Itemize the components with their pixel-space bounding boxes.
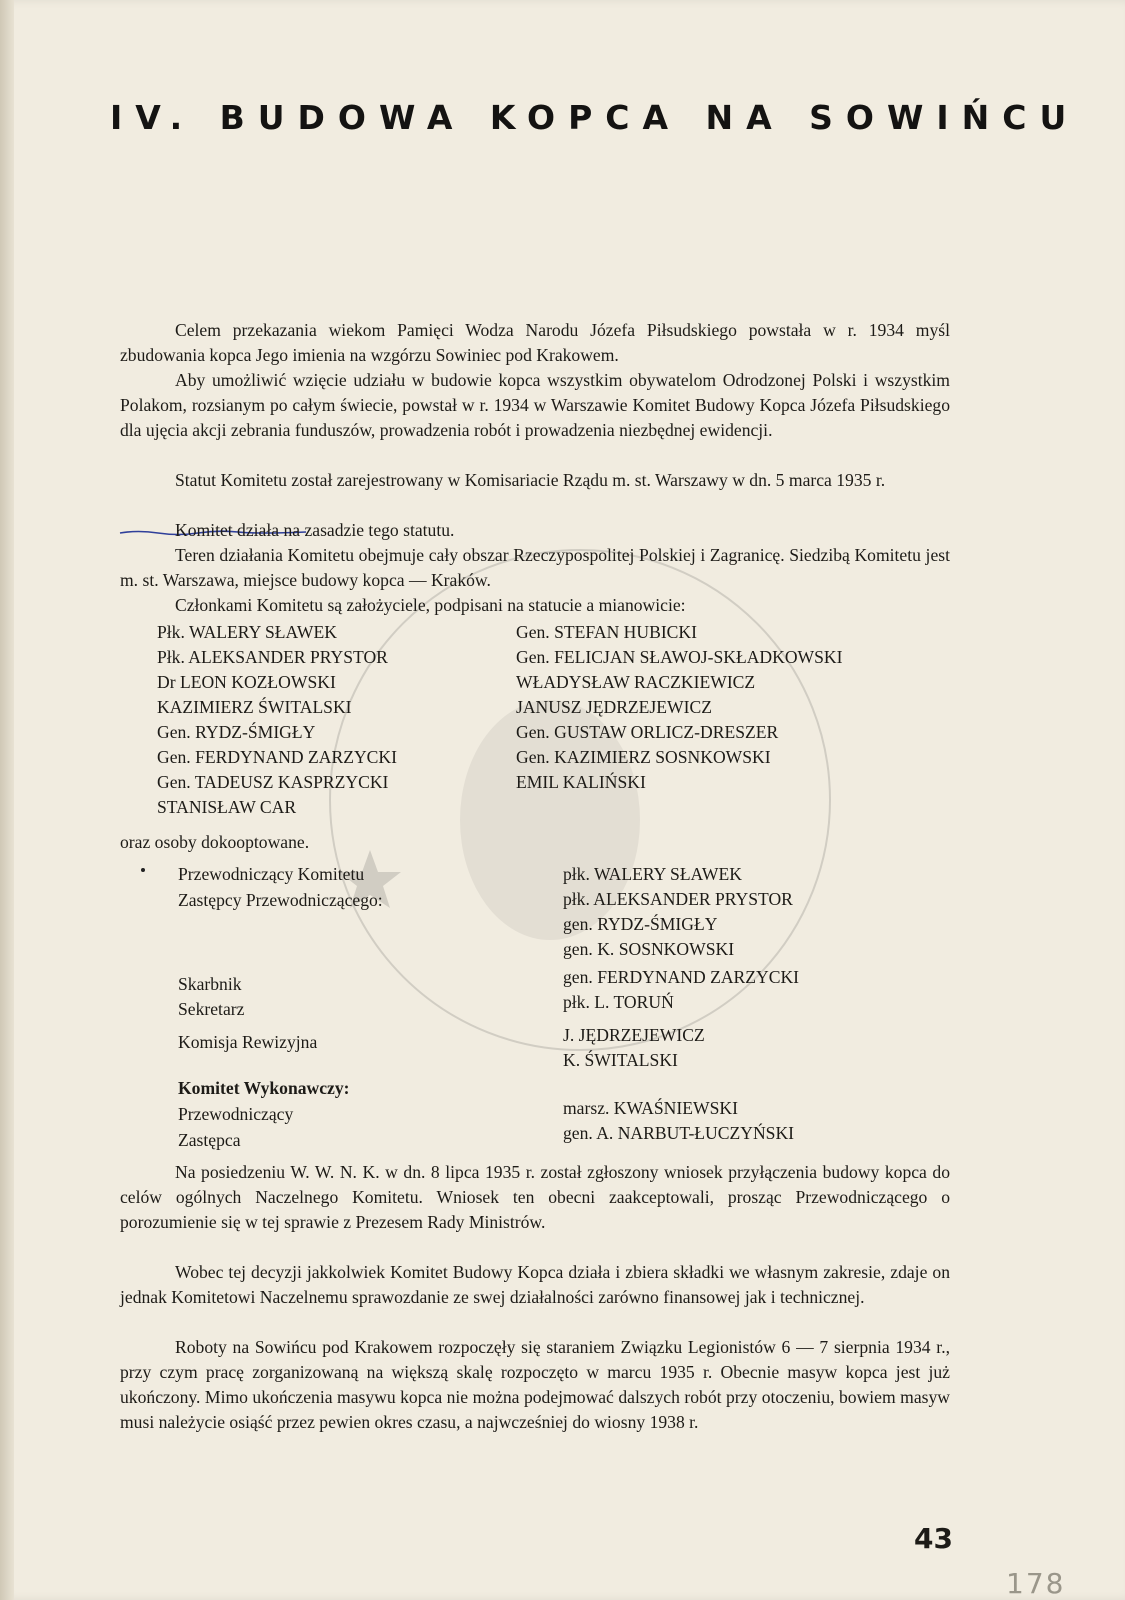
deputy-name: płk. ALEKSANDER PRYSTOR bbox=[563, 889, 793, 909]
chair-name: płk. WALERY SŁAWEK bbox=[563, 864, 742, 884]
member-name: Dr LEON KOZŁOWSKI bbox=[157, 672, 336, 692]
member-name: KAZIMIERZ ŚWITALSKI bbox=[157, 697, 352, 717]
exec-heading: Komitet Wykonawczy: bbox=[178, 1078, 350, 1098]
member-name: Gen. STEFAN HUBICKI bbox=[516, 622, 697, 642]
paragraph-statute-basis: Komitet działa na zasadzie tego statutu. bbox=[175, 520, 455, 540]
deputies-label: Zastępcy Przewodniczącego: bbox=[178, 890, 383, 910]
paragraph-territory: Teren działania Komitetu obejmuje cały obszar Rzeczypospolitej Polskiej i Zagranicę. Siedzibą Komitetu jest m. st. Warszawa, miejsce budowy kopca — Kraków. bbox=[120, 545, 950, 590]
member-name: Płk. ALEKSANDER PRYSTOR bbox=[157, 647, 388, 667]
member-name: WŁADYSŁAW RACZKIEWICZ bbox=[516, 672, 756, 692]
bullet-dot bbox=[141, 868, 145, 872]
member-name: Gen. GUSTAW ORLICZ-DRESZER bbox=[516, 722, 779, 742]
members-list-right bbox=[516, 620, 843, 795]
paragraph-works: Roboty na Sowińcu pod Krakowem rozpoczęły się staraniem Związku Legionistów 6 — 7 sierpnia 1934 r., przy czym pracę zorganizowaną na większą skalę rozpoczęto w marcu 1935 r. Obecnie masyw kopca jest już ukończony. Mimo ukończenia masywu kopca nie można podejmować dalszych robót przy otoczeniu, bowiem masyw musi należycie osiąść przez pewien okres czasu, a najwcześniej do wiosny 1938 r. bbox=[120, 1337, 950, 1432]
member-name: Gen. FERDYNAND ZARZYCKI bbox=[157, 747, 397, 767]
paragraph-members-intro: Członkami Komitetu są założyciele, podpisani na statucie a mianowicie: bbox=[175, 595, 686, 615]
paragraph-decision: Wobec tej decyzji jakkolwiek Komitet Budowy Kopca działa i zbiera składki we własnym zakresie, zdaje on jednak Komitetowi Naczelnemu sprawozdanie ze swej działalności zarówno finansowej jak i technicznej. bbox=[120, 1262, 950, 1307]
deputy-name: gen. RYDZ-ŚMIGŁY bbox=[563, 914, 718, 934]
exec-deputy-name: gen. A. NARBUT-ŁUCZYŃSKI bbox=[563, 1123, 795, 1143]
member-name: Gen. KAZIMIERZ SOSNKOWSKI bbox=[516, 747, 771, 767]
audit-name: J. JĘDRZEJEWICZ bbox=[563, 1025, 705, 1045]
chair-label: Przewodniczący Komitetu bbox=[178, 864, 365, 884]
treasurer-name: gen. FERDYNAND ZARZYCKI bbox=[563, 967, 800, 987]
audit-name: K. ŚWITALSKI bbox=[563, 1050, 678, 1070]
page-number: 43 bbox=[914, 1522, 953, 1555]
paragraph-statute: Statut Komitetu został zarejestrowany w Komisariacie Rządu m. st. Warszawy w dn. 5 marca 1935 r. bbox=[175, 470, 886, 490]
member-name: Gen. RYDZ-ŚMIGŁY bbox=[157, 722, 316, 742]
handwritten-page-number: 178 bbox=[1006, 1567, 1066, 1600]
exec-chair-label: Przewodniczący bbox=[178, 1104, 294, 1124]
chapter-heading: IV. BUDOWA KOPCA NA SOWIŃCU bbox=[110, 98, 1080, 137]
paragraph-intro: Celem przekazania wiekom Pamięci Wodza Narodu Józefa Piłsudskiego powstała w r. 1934 myśl zbudowania kopca Jego imienia na wzgórzu Sowiniec pod Krakowem. bbox=[120, 320, 950, 365]
member-name: Płk. WALERY SŁAWEK bbox=[157, 622, 337, 642]
deputy-name: gen. K. SOSNKOWSKI bbox=[563, 939, 735, 959]
exec-deputy-label: Zastępca bbox=[178, 1130, 241, 1150]
secretary-label: Sekretarz bbox=[178, 999, 245, 1019]
member-name: Gen. FELICJAN SŁAWOJ-SKŁADKOWSKI bbox=[516, 647, 843, 667]
paragraph-committee: Aby umożliwić wzięcie udziału w budowie kopca wszystkim obywatelom Odrodzonej Polski i wszystkim Polakom, rozsianym po całym świecie, powstał w r. 1934 w Warszawie Komitet Budowy Kopca Józefa Piłsudskiego dla ujęcia akcji zebrania funduszów, prowadzenia robót i prowadzenia niezbędnej ewidencji. bbox=[120, 370, 950, 440]
paragraph-meeting: Na posiedzeniu W. W. N. K. w dn. 8 lipca 1935 r. został zgłoszony wniosek przyłączenia budowy kopca do celów ogólnych Naczelnego Komitetu. Wniosek ten obecni zaakceptowali, prosząc Przewodniczącego o porozumienie się w tej sprawie z Prezesem Rady Ministrów. bbox=[120, 1162, 950, 1232]
page-binding-edge bbox=[0, 0, 14, 1600]
member-name: Gen. TADEUSZ KASPRZYCKI bbox=[157, 772, 389, 792]
bleed-through-text bbox=[128, 140, 948, 320]
member-name: JANUSZ JĘDRZEJEWICZ bbox=[516, 697, 712, 717]
members-list-left bbox=[157, 620, 397, 820]
member-name: EMIL KALIŃSKI bbox=[516, 772, 646, 792]
secretary-name: płk. L. TORUŃ bbox=[563, 992, 674, 1012]
exec-chair-name: marsz. KWAŚNIEWSKI bbox=[563, 1098, 738, 1118]
member-name: STANISŁAW CAR bbox=[157, 797, 297, 817]
audit-label: Komisja Rewizyjna bbox=[178, 1032, 318, 1052]
treasurer-label: Skarbnik bbox=[178, 974, 242, 994]
members-note: oraz osoby dokooptowane. bbox=[120, 832, 310, 852]
